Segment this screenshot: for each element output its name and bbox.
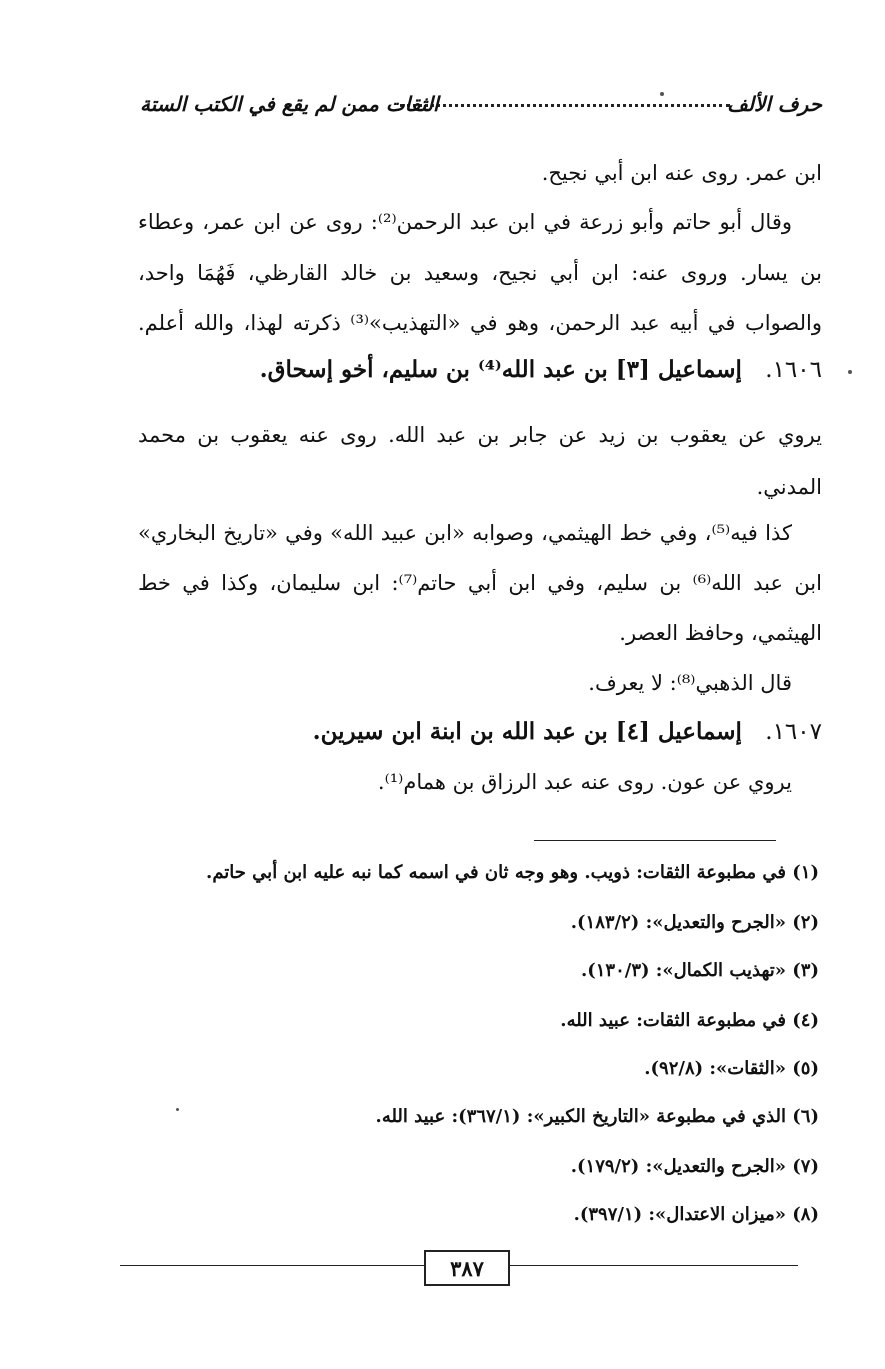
header-book-title: الثقات ممن لم يقع في الكتب الستة bbox=[140, 92, 439, 116]
scan-speck bbox=[848, 370, 852, 374]
scan-speck bbox=[660, 92, 664, 96]
header-dotted-leader bbox=[400, 104, 730, 107]
entry-line: يروي عن يعقوب بن زيد عن جابر بن عبد الله. روى عنه يعقوب بن محمد bbox=[138, 423, 822, 447]
paragraph-line: ابن عمر. روى عنه ابن أبي نجيح. bbox=[541, 161, 822, 185]
footnote: (٧) «الجرح والتعديل»: (١٧٩/٢). bbox=[570, 1156, 819, 1177]
footer-rule-left bbox=[120, 1265, 424, 1266]
footnote: (٤) في مطبوعة الثقات: عبيد الله. bbox=[560, 1010, 819, 1031]
entry-heading-1607 bbox=[138, 716, 822, 748]
running-header bbox=[140, 92, 822, 132]
paragraph-line: بن يسار. وروى عنه: ابن أبي نجيح، وسعيد بن خالد القارظي، فَهُمَا واحد، bbox=[138, 261, 822, 285]
footnote: (١) في مطبوعة الثقات: ذويب. وهو وجه ثان في اسمه كما نبه عليه ابن أبي حاتم. bbox=[206, 862, 819, 883]
entry-name: إسماعيل [٤] بن عبد الله بن ابنة ابن سيرين. bbox=[312, 718, 742, 745]
entry-line: ابن عبد الله⁽⁶⁾ بن سليم، وفي ابن أبي حاتم⁽⁷⁾: ابن سليمان، وكذا في خط bbox=[138, 571, 822, 595]
entry-line: كذا فيه⁽⁵⁾، وفي خط الهيثمي، وصوابه «ابن عبيد الله» وفي «تاريخ البخاري» bbox=[138, 521, 792, 545]
entry-heading-1606 bbox=[138, 354, 822, 386]
footnote-separator bbox=[534, 840, 776, 841]
footer-rule-right bbox=[510, 1265, 798, 1266]
header-chapter: حرف الألف bbox=[727, 92, 822, 116]
paragraph-line: وقال أبو حاتم وأبو زرعة في ابن عبد الرحمن⁽²⁾: روى عن ابن عمر، وعطاء bbox=[138, 210, 793, 234]
footnote: (٨) «ميزان الاعتدال»: (٣٩٧/١). bbox=[573, 1204, 819, 1225]
footnote: (٦) الذي في مطبوعة «التاريخ الكبير»: (٣٦٧/١): عبيد الله. bbox=[375, 1106, 819, 1127]
scan-speck bbox=[176, 1108, 179, 1111]
entry-line: الهيثمي، وحافظ العصر. bbox=[619, 621, 822, 645]
entry-line: يروي عن عون. روى عنه عبد الرزاق بن همام⁽¹⁾. bbox=[377, 770, 792, 794]
page-number: ٣٨٧ bbox=[424, 1250, 510, 1286]
entry-line: قال الذهبي⁽⁸⁾: لا يعرف. bbox=[588, 671, 792, 695]
entry-number: ١٦٠٦. bbox=[765, 357, 822, 383]
footnote: (٣) «تهذيب الكمال»: (١٣٠/٣). bbox=[580, 960, 819, 981]
footnote: (٢) «الجرح والتعديل»: (١٨٣/٢). bbox=[570, 912, 819, 933]
entry-number: ١٦٠٧. bbox=[765, 719, 822, 745]
paragraph-line: والصواب في أبيه عبد الرحمن، وهو في «التهذيب»⁽³⁾ ذكرته لهذا، والله أعلم. bbox=[138, 311, 822, 335]
entry-name: إسماعيل [٣] بن عبد الله⁽⁴⁾ بن سليم، أخو إسحاق. bbox=[259, 356, 742, 383]
footnote: (٥) «الثقات»: (٩٢/٨). bbox=[644, 1058, 819, 1079]
entry-line: المدني. bbox=[756, 475, 822, 499]
